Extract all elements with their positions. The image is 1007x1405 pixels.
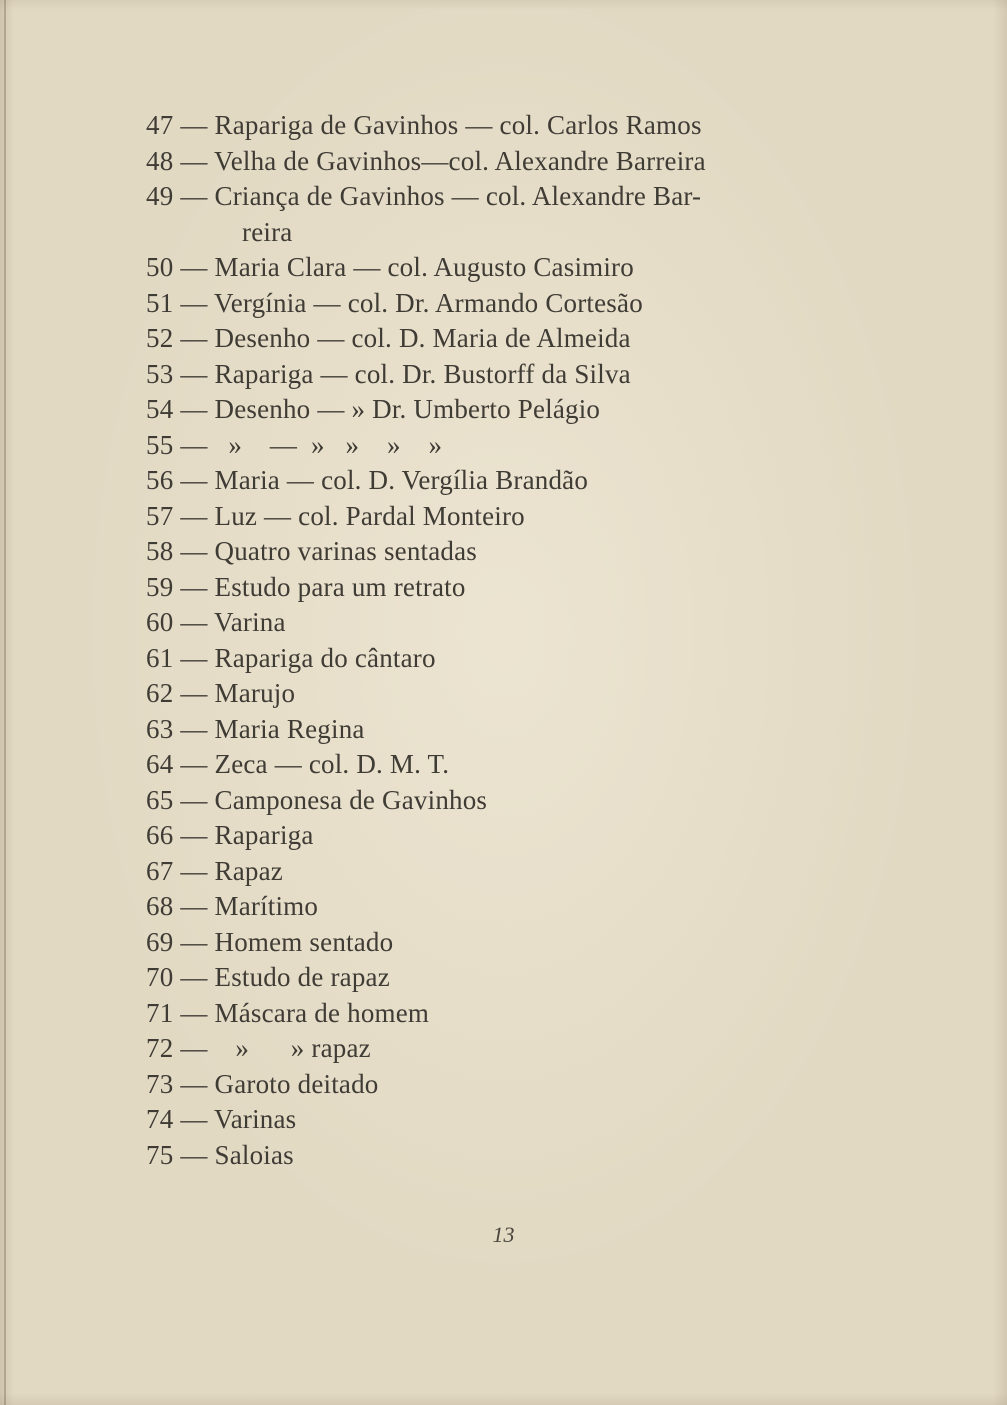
catalog-entry: 67 — Rapaz <box>146 855 283 886</box>
catalog-entry: 64 — Zeca — col. D. M. T. <box>146 749 450 779</box>
catalog-entry: 56 — Maria — col. D. Vergília Brandão <box>146 465 589 495</box>
catalog-entry: 68 — Marítimo <box>146 891 319 921</box>
catalog-entry: 74 — Varinas <box>146 1104 297 1134</box>
catalog-entry: 55 — » — » » » » <box>146 429 443 460</box>
catalog-entry: 54 — Desenho — » Dr. Umberto Pelágio <box>146 394 601 424</box>
catalog-entry: 69 — Homem sentado <box>146 926 394 957</box>
catalog-entry: 65 — Camponesa de Gavinhos <box>146 784 488 815</box>
catalog-entry: 57 — Luz — col. Pardal Monteiro <box>146 500 525 531</box>
catalog-entry: 66 — Rapariga <box>146 820 314 850</box>
catalog-entry: 63 — Maria Regina <box>146 713 365 744</box>
catalog-entry: 58 — Quatro varinas sentadas <box>146 536 478 566</box>
catalog-entry: 62 — Marujo <box>146 678 296 708</box>
catalog-entry: 47 — Rapariga de Gavinhos — col. Carlos Ramos <box>146 110 702 140</box>
catalog-entry: 48 — Velha de Gavinhos—col. Alexandre Barreira <box>146 145 706 176</box>
catalog-entry: 59 — Estudo para um retrato <box>146 571 466 602</box>
catalog-entry: 75 — Saloias <box>146 1139 294 1170</box>
catalog-entry: 71 — Máscara de homem <box>146 997 430 1028</box>
catalog-entry: 50 — Maria Clara — col. Augusto Casimiro <box>146 252 634 282</box>
catalog-entry: 70 — Estudo de rapaz <box>146 962 390 992</box>
page-edge-shadow <box>4 0 6 1405</box>
page-number: 13 <box>492 1222 515 1247</box>
catalog-entry: 73 — Garoto deitado <box>146 1068 379 1099</box>
catalog-entry: 60 — Varina <box>146 607 286 637</box>
catalog-entry: 61 — Rapariga do cântaro <box>146 642 436 673</box>
catalog-entry: 53 — Rapariga — col. Dr. Bustorff da Silva <box>146 358 631 389</box>
catalog-entry: 72 — » » rapaz <box>146 1033 371 1063</box>
catalog-entry: 49 — Criança de Gavinhos — col. Alexandre Bar- <box>146 181 702 211</box>
catalog-list <box>146 108 826 1173</box>
catalog-entry: 52 — Desenho — col. D. Maria de Almeida <box>146 323 631 353</box>
catalog-entry: 51 — Vergínia — col. Dr. Armando Cortesão <box>146 287 643 318</box>
catalog-entry-continuation: reira <box>242 216 293 247</box>
